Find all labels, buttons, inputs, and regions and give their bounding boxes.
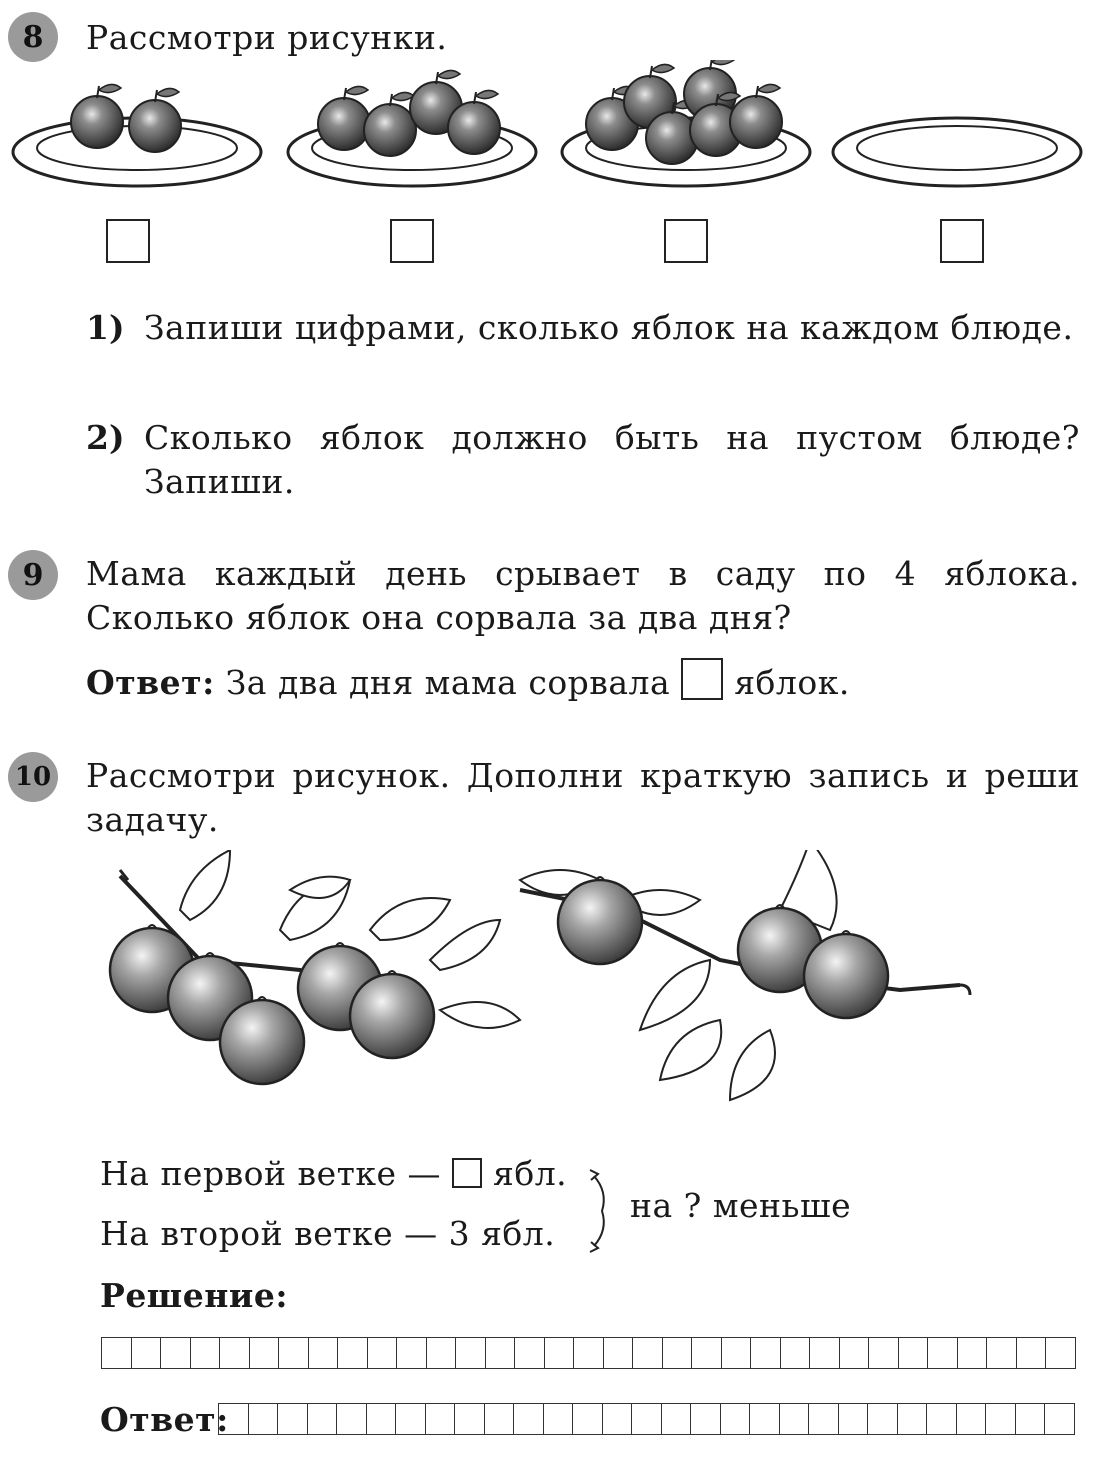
answer-box-plate-2[interactable] [390, 219, 434, 263]
task-9-badge: 9 [8, 550, 58, 600]
grid-cell[interactable] [219, 1404, 249, 1434]
short-note-line-1 [100, 1152, 567, 1196]
solution-label: Решение: [100, 1276, 289, 1315]
leaf [730, 1030, 775, 1100]
grid-cell[interactable] [249, 1404, 279, 1434]
leaf [370, 898, 450, 940]
grid-cell[interactable] [692, 1338, 722, 1368]
task-8-item-2-text: Сколько яблок должно быть на пустом блюде? Запиши. [144, 418, 1080, 501]
grid-cell[interactable] [1016, 1404, 1046, 1434]
grid-cell[interactable] [250, 1338, 280, 1368]
grid-cell[interactable] [781, 1338, 811, 1368]
task-9-answer-line [86, 658, 850, 705]
grid-cell[interactable] [751, 1338, 781, 1368]
grid-cell[interactable] [515, 1338, 545, 1368]
grid-cell[interactable] [1017, 1338, 1047, 1368]
task-9-answer-label: Ответ: [86, 663, 215, 702]
grid-cell[interactable] [132, 1338, 162, 1368]
grid-cell[interactable] [278, 1404, 308, 1434]
grid-cell[interactable] [426, 1404, 456, 1434]
grid-cell[interactable] [927, 1404, 957, 1434]
grid-cell[interactable] [603, 1404, 633, 1434]
apple [318, 86, 370, 150]
task-8-item-2-number: 2) [86, 418, 125, 457]
grid-cell[interactable] [309, 1338, 339, 1368]
leaf [960, 985, 970, 995]
grid-cell[interactable] [899, 1338, 929, 1368]
grid-cell[interactable] [573, 1404, 603, 1434]
grid-cell[interactable] [986, 1404, 1016, 1434]
grid-cell[interactable] [396, 1404, 426, 1434]
grid-cell[interactable] [987, 1338, 1017, 1368]
grid-cell[interactable] [279, 1338, 309, 1368]
task-9-answer-before: За два дня мама сорвала [225, 663, 671, 702]
short-note-line-1-before: На первой ветке — [100, 1154, 442, 1193]
grid-cell[interactable] [161, 1338, 191, 1368]
task-8-badge: 8 [8, 12, 58, 62]
grid-cell[interactable] [633, 1338, 663, 1368]
leaf [430, 920, 500, 970]
plate-1 [13, 84, 261, 186]
grid-cell[interactable] [721, 1404, 751, 1434]
short-note-line-2: На второй ветке — 3 ябл. [100, 1214, 556, 1253]
grid-cell[interactable] [308, 1404, 338, 1434]
grid-cell[interactable] [191, 1338, 221, 1368]
leaf [180, 850, 230, 920]
answer-box-plate-1[interactable] [106, 219, 150, 263]
grid-cell[interactable] [750, 1404, 780, 1434]
leaf [440, 1002, 520, 1028]
branches-figure [0, 850, 1110, 1120]
grid-cell[interactable] [1045, 1404, 1075, 1434]
grid-cell[interactable] [455, 1404, 485, 1434]
grid-cell[interactable] [809, 1404, 839, 1434]
grid-cell[interactable] [839, 1404, 869, 1434]
grid-cell[interactable] [957, 1404, 987, 1434]
grid-cell[interactable] [367, 1404, 397, 1434]
answer-box-plate-3[interactable] [664, 219, 708, 263]
grid-cell[interactable] [869, 1338, 899, 1368]
grid-cell[interactable] [722, 1338, 752, 1368]
apple [364, 92, 416, 156]
grid-cell[interactable] [898, 1404, 928, 1434]
grid-cell[interactable] [632, 1404, 662, 1434]
compare-text: на ? меньше [630, 1186, 852, 1225]
grid-cell[interactable] [102, 1338, 132, 1368]
apple [71, 84, 123, 148]
short-note-line-1-after: ябл. [493, 1154, 568, 1193]
task-10-answer-grid[interactable] [218, 1403, 1075, 1435]
grid-cell[interactable] [545, 1338, 575, 1368]
task-10-text: Рассмотри рисунок. Дополни краткую запись и реши задачу. [86, 756, 1080, 839]
brace-arrow [586, 1168, 616, 1254]
answer-box-plate-4[interactable] [940, 219, 984, 263]
leaf [660, 1020, 721, 1080]
leaf [640, 960, 710, 1030]
grid-cell[interactable] [691, 1404, 721, 1434]
task-10-badge: 10 [8, 752, 58, 802]
grid-cell[interactable] [663, 1338, 693, 1368]
plate-4 [833, 118, 1081, 186]
task-9-text: Мама каждый день срывает в саду по 4 яблока. Сколько яблок она сорвала за два дня? [86, 554, 1080, 637]
grid-cell[interactable] [780, 1404, 810, 1434]
grid-cell[interactable] [427, 1338, 457, 1368]
task-8-item-1-text: Запиши цифрами, сколько яблок на каждом блюде. [144, 308, 1074, 347]
grid-cell[interactable] [337, 1404, 367, 1434]
grid-cell[interactable] [928, 1338, 958, 1368]
task-8-item-1-number: 1) [86, 308, 125, 347]
grid-cell[interactable] [456, 1338, 486, 1368]
grid-cell[interactable] [604, 1338, 634, 1368]
grid-cell[interactable] [810, 1338, 840, 1368]
first-branch-answer-box[interactable] [452, 1158, 482, 1188]
grid-cell[interactable] [514, 1404, 544, 1434]
task-9-answer-after: яблок. [734, 663, 850, 702]
plates-figure [0, 60, 1110, 200]
grid-cell[interactable] [338, 1338, 368, 1368]
grid-cell[interactable] [868, 1404, 898, 1434]
task-10-answer-label: Ответ: [100, 1400, 229, 1439]
grid-cell[interactable] [397, 1338, 427, 1368]
grid-cell[interactable] [544, 1404, 574, 1434]
grid-cell[interactable] [662, 1404, 692, 1434]
grid-cell[interactable] [1046, 1338, 1076, 1368]
grid-cell[interactable] [368, 1338, 398, 1368]
solution-grid[interactable] [101, 1337, 1076, 1369]
plate-2 [288, 70, 536, 186]
grid-cell[interactable] [486, 1338, 516, 1368]
grid-cell[interactable] [574, 1338, 604, 1368]
grid-cell[interactable] [220, 1338, 250, 1368]
task-8-prompt: Рассмотри рисунки. [86, 18, 448, 57]
grid-cell[interactable] [840, 1338, 870, 1368]
apple [129, 88, 181, 152]
grid-cell[interactable] [485, 1404, 515, 1434]
grid-cell[interactable] [958, 1338, 988, 1368]
task-9-answer-box[interactable] [681, 658, 723, 700]
plate-3 [562, 60, 810, 186]
